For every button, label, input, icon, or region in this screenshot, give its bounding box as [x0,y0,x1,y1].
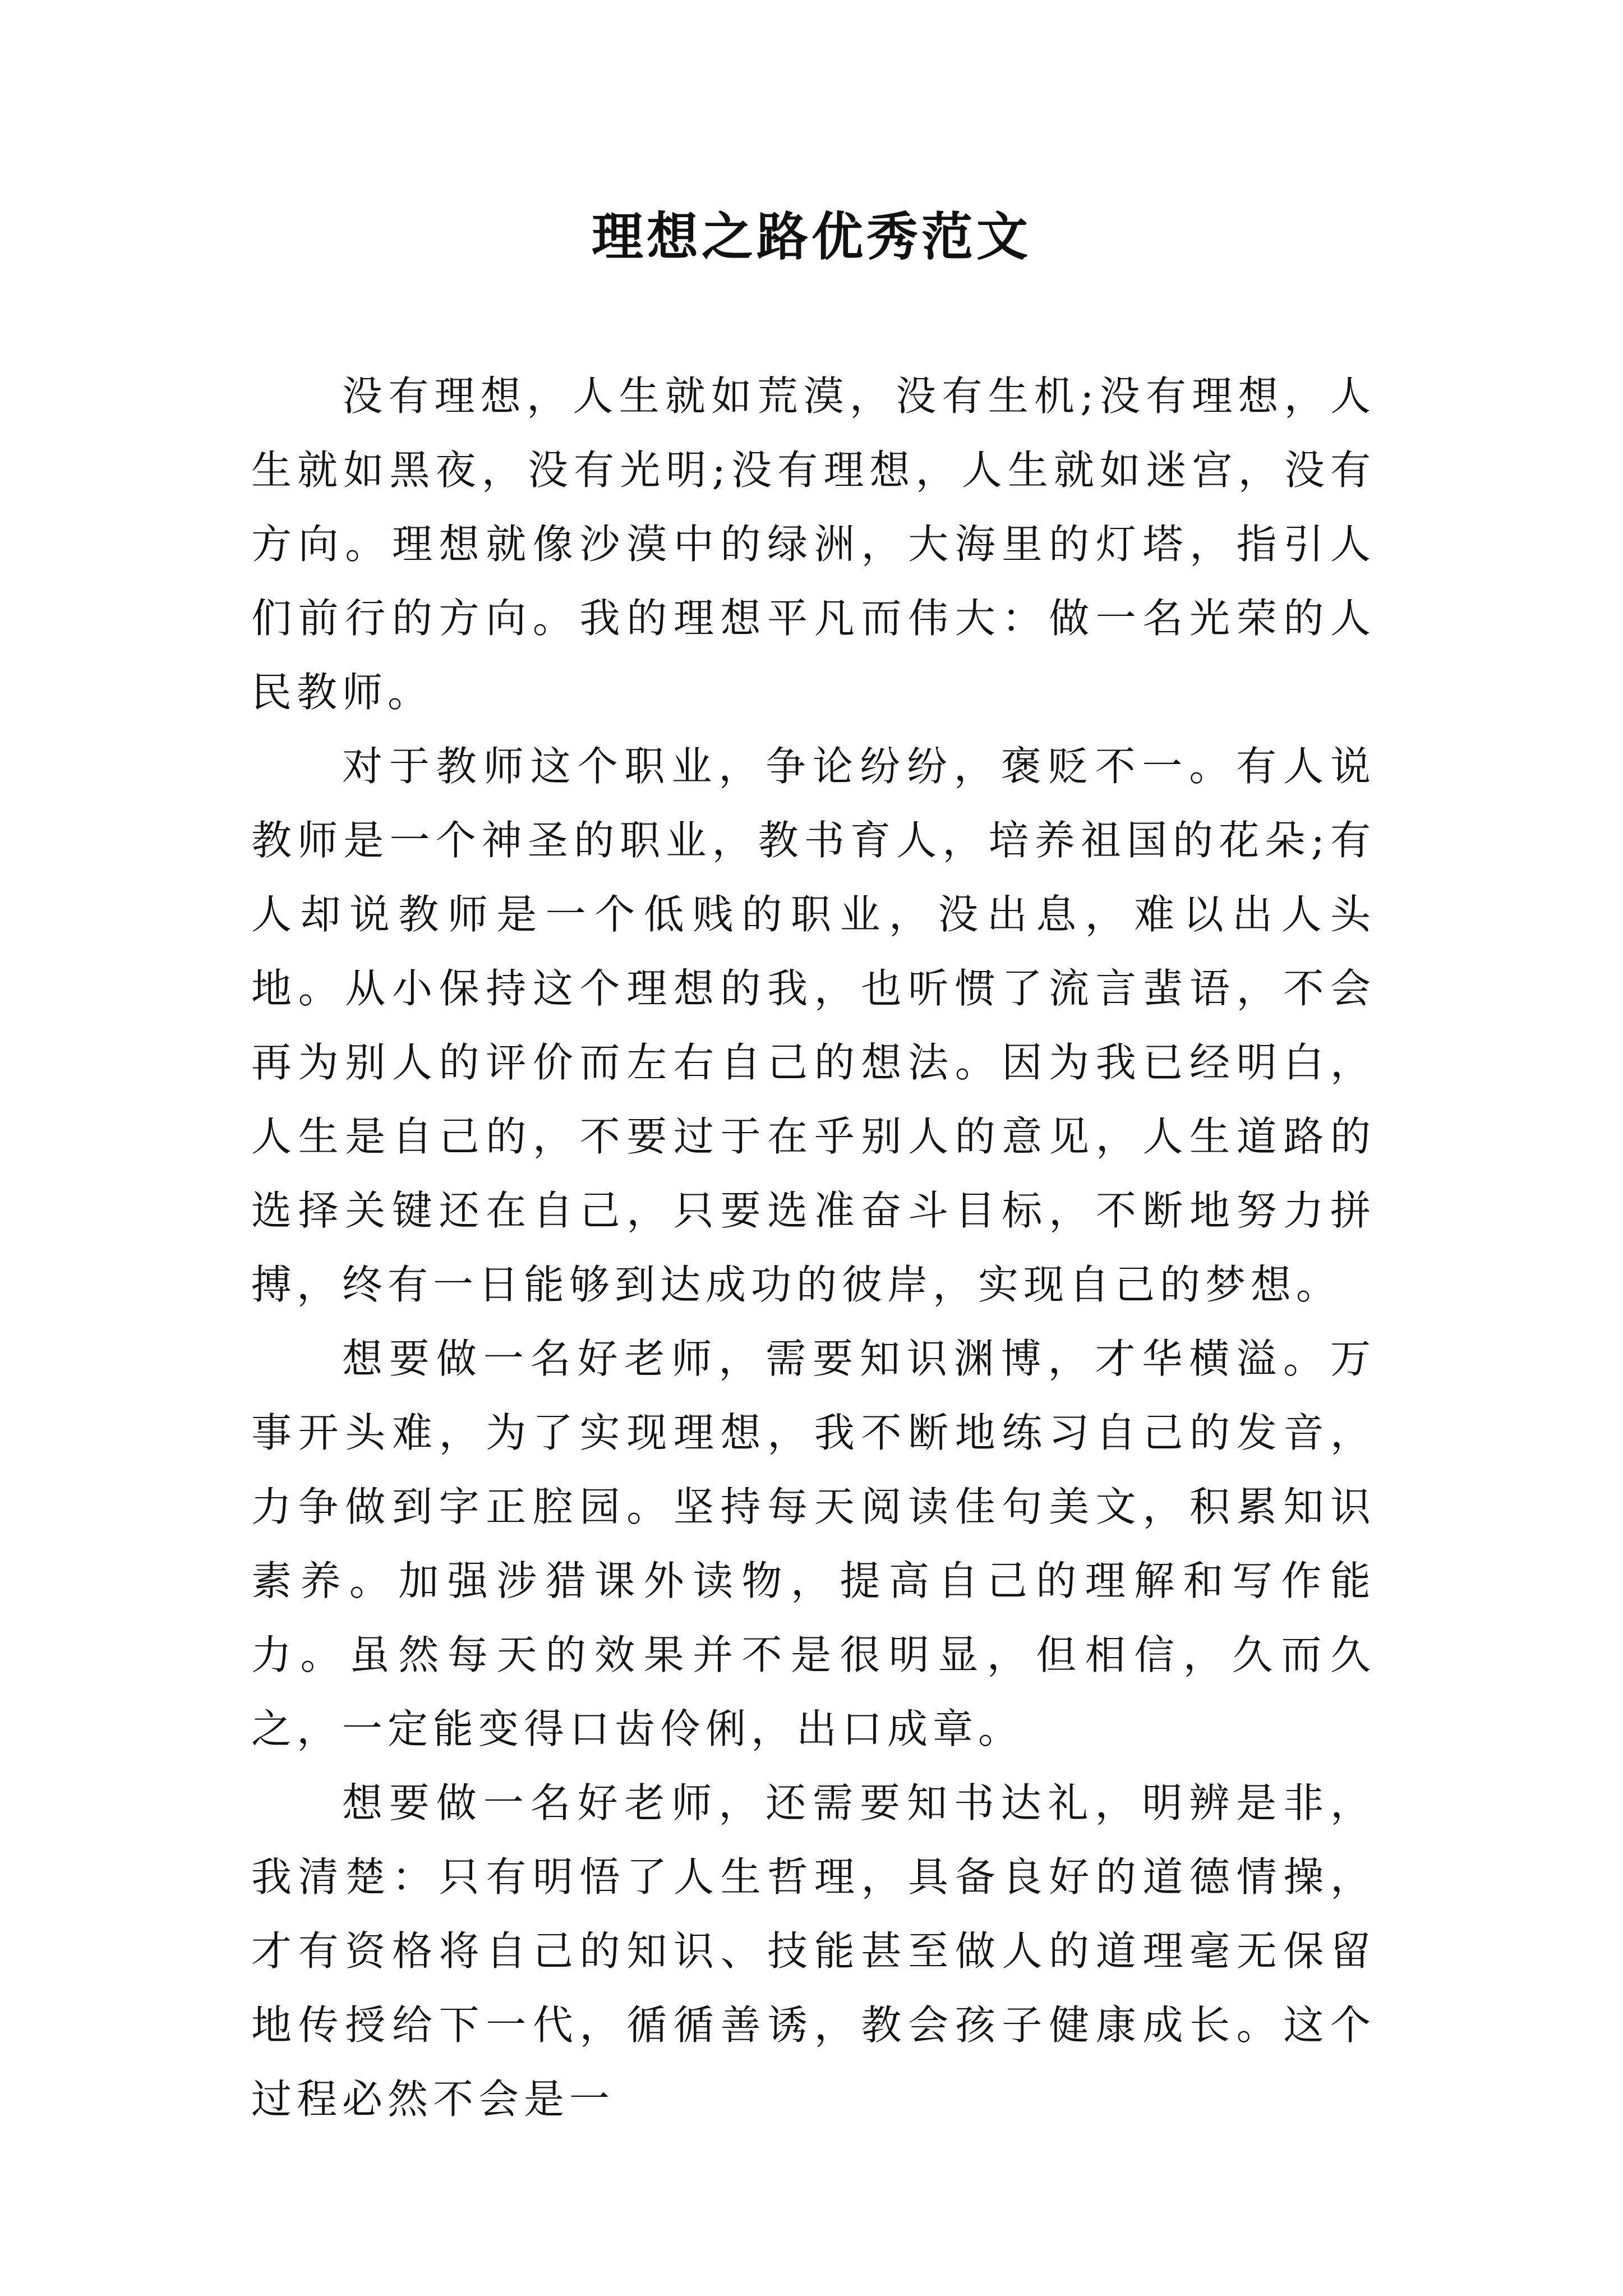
paragraph-2: 对于教师这个职业，争论纷纷，褒贬不一。有人说教师是一个神圣的职业，教书育人，培养祖国的花朵;有人却说教师是一个低贱的职业，没出息，难以出人头地。从小保持这个理想的我，也听惯了流言蜚语，不会再为别人的评价而左右自己的想法。因为我已经明白，人生是自己的，不要过于在乎别人的意见，人生道路的选择关键还在自己，只要选准奋斗目标，不断地努力拼搏，终有一日能够到达成功的彼岸，实现自己的梦想。 [251,743,1376,1308]
paragraph-4: 想要做一名好老师，还需要知书达礼，明辨是非，我清楚：只有明悟了人生哲理，具备良好的道德情操，才有资格将自己的知识、技能甚至做人的道理毫无保留地传授给下一代，循循善诱，教会孩子健康成长。这个过程必然不会是一 [251,1779,1376,2123]
document-title: 理想之路优秀范文 [591,206,1031,267]
paragraph-1: 没有理想，人生就如荒漠，没有生机;没有理想，人生就如黑夜，没有光明;没有理想，人生就如迷宫，没有方向。理想就像沙漠中的绿洲，大海里的灯塔，指引人们前行的方向。我的理想平凡而伟大：做一名光荣的人民教师。 [251,372,1376,716]
paragraph-3: 想要做一名好老师，需要知识渊博，才华横溢。万事开头难，为了实现理想，我不断地练习自己的发音，力争做到字正腔园。坚持每天阅读佳句美文，积累知识素养。加强涉猎课外读物，提高自己的理解和写作能力。虽然每天的效果并不是很明显，但相信，久而久之，一定能变得口齿伶俐，出口成章。 [251,1335,1376,1752]
document-body [251,359,1376,2136]
